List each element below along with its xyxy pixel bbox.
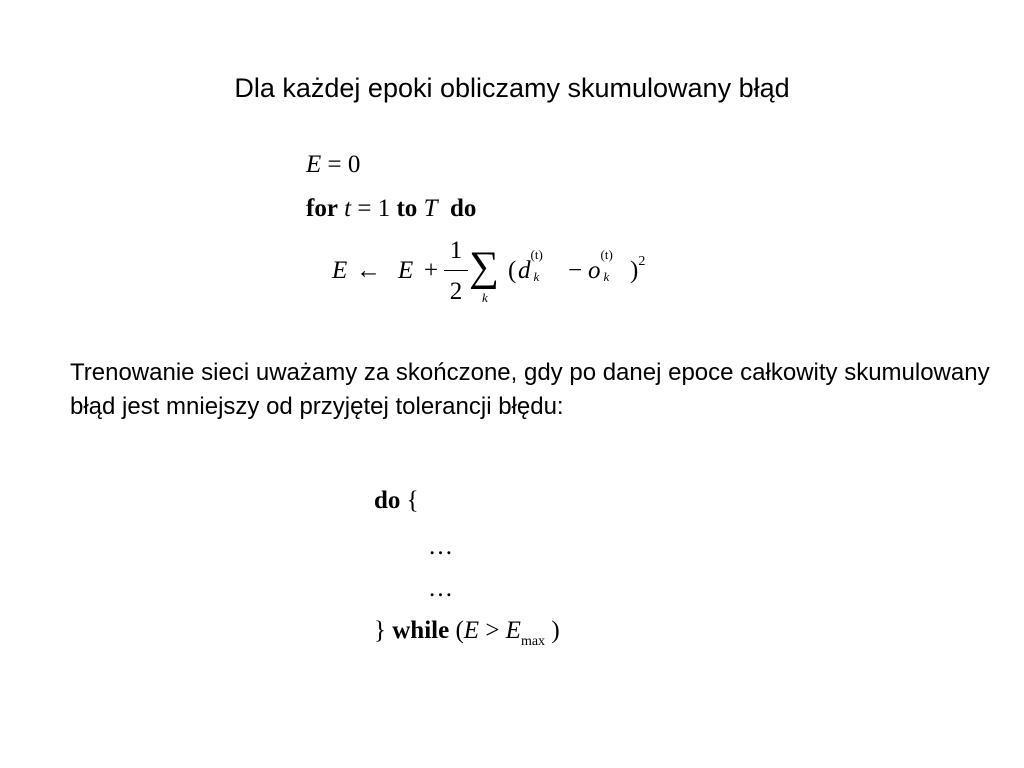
- power-two: 2: [638, 254, 646, 269]
- var-T: T: [423, 195, 438, 222]
- d-superscript: (t): [530, 247, 543, 262]
- fraction-denominator: 2: [449, 278, 463, 305]
- plus-sign: +: [424, 257, 439, 284]
- fraction-bar: [444, 270, 468, 271]
- rhs-e: E: [398, 257, 414, 284]
- summation-sign: ∑: [469, 244, 499, 290]
- term-o: o (t) k: [588, 256, 623, 286]
- d-subscript: k: [533, 269, 540, 284]
- cond-var-e: E: [463, 617, 480, 644]
- open-brace: {: [406, 487, 419, 514]
- minus-sign: −: [568, 257, 583, 284]
- for-loop-header: [306, 194, 476, 224]
- var-t: t: [344, 195, 352, 222]
- init-equation: [306, 150, 360, 180]
- fraction-numerator: 1: [449, 237, 463, 264]
- do-while-end: [374, 616, 560, 650]
- equals-sign: =: [357, 195, 372, 222]
- keyword-while: while: [392, 617, 450, 644]
- termination-paragraph: Trenowanie sieci uważamy za skończone, gdy po danej epoce całkowity skumulowany błąd jest mniejszy od przyjętej tolerancji błędu:: [70, 359, 990, 420]
- greater-than-sign: >: [485, 617, 500, 644]
- close-brace: }: [374, 617, 386, 644]
- keyword-to: to: [396, 195, 418, 222]
- keyword-do: do: [449, 195, 477, 222]
- keyword-for: for: [306, 195, 338, 222]
- cond-open-paren: (: [455, 617, 464, 644]
- max-subscript: max: [520, 634, 546, 649]
- loop-body-ellipsis-2: …: [428, 575, 453, 602]
- o-superscript: (t): [600, 247, 613, 262]
- fraction-one-half: [444, 236, 468, 307]
- init-value: 0: [347, 151, 361, 178]
- keyword-do: do: [374, 487, 401, 514]
- do-while-start: [374, 486, 419, 516]
- summation-index: k: [482, 290, 488, 305]
- lhs-e: E: [332, 257, 348, 284]
- var-e: E: [306, 151, 322, 178]
- cond-close-paren: ): [551, 617, 560, 644]
- term-d: d (t) k: [518, 256, 553, 286]
- slide-title: Dla każdej epoki obliczamy skumulowany błąd: [234, 73, 790, 103]
- o-subscript: k: [603, 269, 610, 284]
- left-arrow: ←: [356, 257, 381, 284]
- loop-body-ellipsis-1: …: [428, 533, 453, 560]
- close-paren: )$^2$: [630, 254, 646, 284]
- loop-start: 1: [377, 195, 391, 222]
- equals-sign: =: [327, 151, 342, 178]
- cond-e-max: $E_{max}$: [505, 617, 546, 649]
- open-paren: (: [508, 257, 517, 284]
